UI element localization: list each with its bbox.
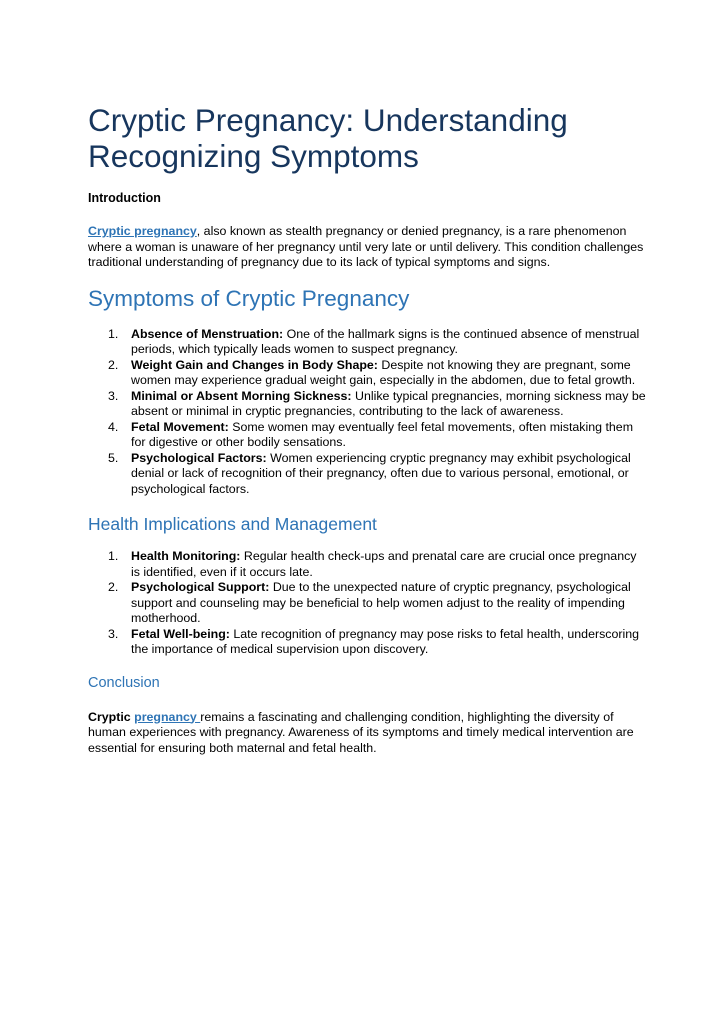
list-item-label: Health Monitoring: (131, 549, 241, 563)
list-number: 1. (108, 326, 119, 341)
list-item-label: Psychological Support: (131, 580, 270, 594)
conclusion-heading: Conclusion (88, 674, 160, 691)
list-item-text: Women experiencing cryptic pregnancy may exhibit psychological denial or lack of recognition of their pregnancy, often due to various personal, emotional, or psychological factors. (131, 450, 631, 496)
pregnancy-link[interactable]: pregnancy (134, 709, 201, 724)
introduction-text: , also known as stealth pregnancy or denied pregnancy, is a rare phenomenon where a woman is unaware of her pregnancy until very late or until delivery. This condition challenges traditional understanding of pregnancy due to its lack of typical symptoms and signs. (88, 224, 644, 269)
list-item-text: Due to the unexpected nature of cryptic pregnancy, psychological support and counseling may be beneficial to help women adjust to the reality of impending motherhood. (131, 580, 631, 625)
list-item (88, 549, 648, 580)
list-item-label: Fetal Well-being: (131, 626, 230, 641)
cryptic-pregnancy-link[interactable]: Cryptic pregnancy (88, 224, 197, 238)
list-number: 3. (108, 388, 119, 403)
conclusion-lead: Cryptic (88, 709, 135, 724)
document-page (88, 102, 648, 756)
list-item (88, 627, 648, 658)
list-item-label: Fetal Movement: (131, 419, 229, 434)
list-item (88, 580, 648, 627)
list-item (88, 451, 648, 498)
list-item-text: Despite not knowing they are pregnant, some women may experience gradual weight gain, especially in the abdomen, due to fetal growth. (131, 357, 636, 387)
list-number: 1. (108, 549, 119, 563)
list-item-text: Regular health check-ups and prenatal care are crucial once pregnancy is identified, even if it occurs late. (131, 549, 637, 579)
list-number: 5. (108, 450, 119, 465)
list-item-text: Late recognition of pregnancy may pose risks to fetal health, underscoring the importance of medical supervision upon discovery. (131, 626, 640, 656)
list-item-label: Psychological Factors: (131, 450, 267, 465)
list-item (88, 327, 648, 358)
list-item-text: One of the hallmark signs is the continued absence of menstrual periods, which typically leads women to suspect pregnancy. (131, 326, 640, 356)
list-number: 4. (108, 419, 119, 434)
list-item-label: Weight Gain and Changes in Body Shape: (131, 357, 378, 372)
introduction-paragraph (88, 224, 648, 271)
conclusion-text: remains a fascinating and challenging condition, highlighting the diversity of human experiences with pregnancy. Awareness of its symptoms and timely medical intervention are essential for ensuring both maternal and fetal health. (88, 709, 634, 755)
symptoms-heading: Symptoms of Cryptic Pregnancy (88, 285, 410, 311)
list-item-label: Absence of Menstruation: (131, 326, 284, 341)
list-item-text: Unlike typical pregnancies, morning sickness may be absent or minimal in cryptic pregnancies, contributing to the lack of awareness. (131, 388, 646, 418)
list-item-label: Minimal or Absent Morning Sickness: (131, 388, 352, 403)
list-item-text: Some women may eventually feel fetal movements, often mistaking them for digestive or other bodily sensations. (131, 419, 634, 449)
conclusion-paragraph (88, 710, 648, 757)
list-number: 2. (108, 357, 119, 372)
list-item (88, 358, 648, 389)
list-item (88, 420, 648, 451)
introduction-heading: Introduction (88, 191, 161, 205)
list-number: 3. (108, 626, 119, 641)
list-number: 2. (108, 580, 119, 594)
health-heading: Health Implications and Management (88, 514, 377, 534)
document-title: Cryptic Pregnancy: Understanding Recognizing Symptoms (88, 102, 568, 174)
list-item (88, 389, 648, 420)
symptoms-list (88, 327, 648, 498)
health-list (88, 549, 648, 658)
